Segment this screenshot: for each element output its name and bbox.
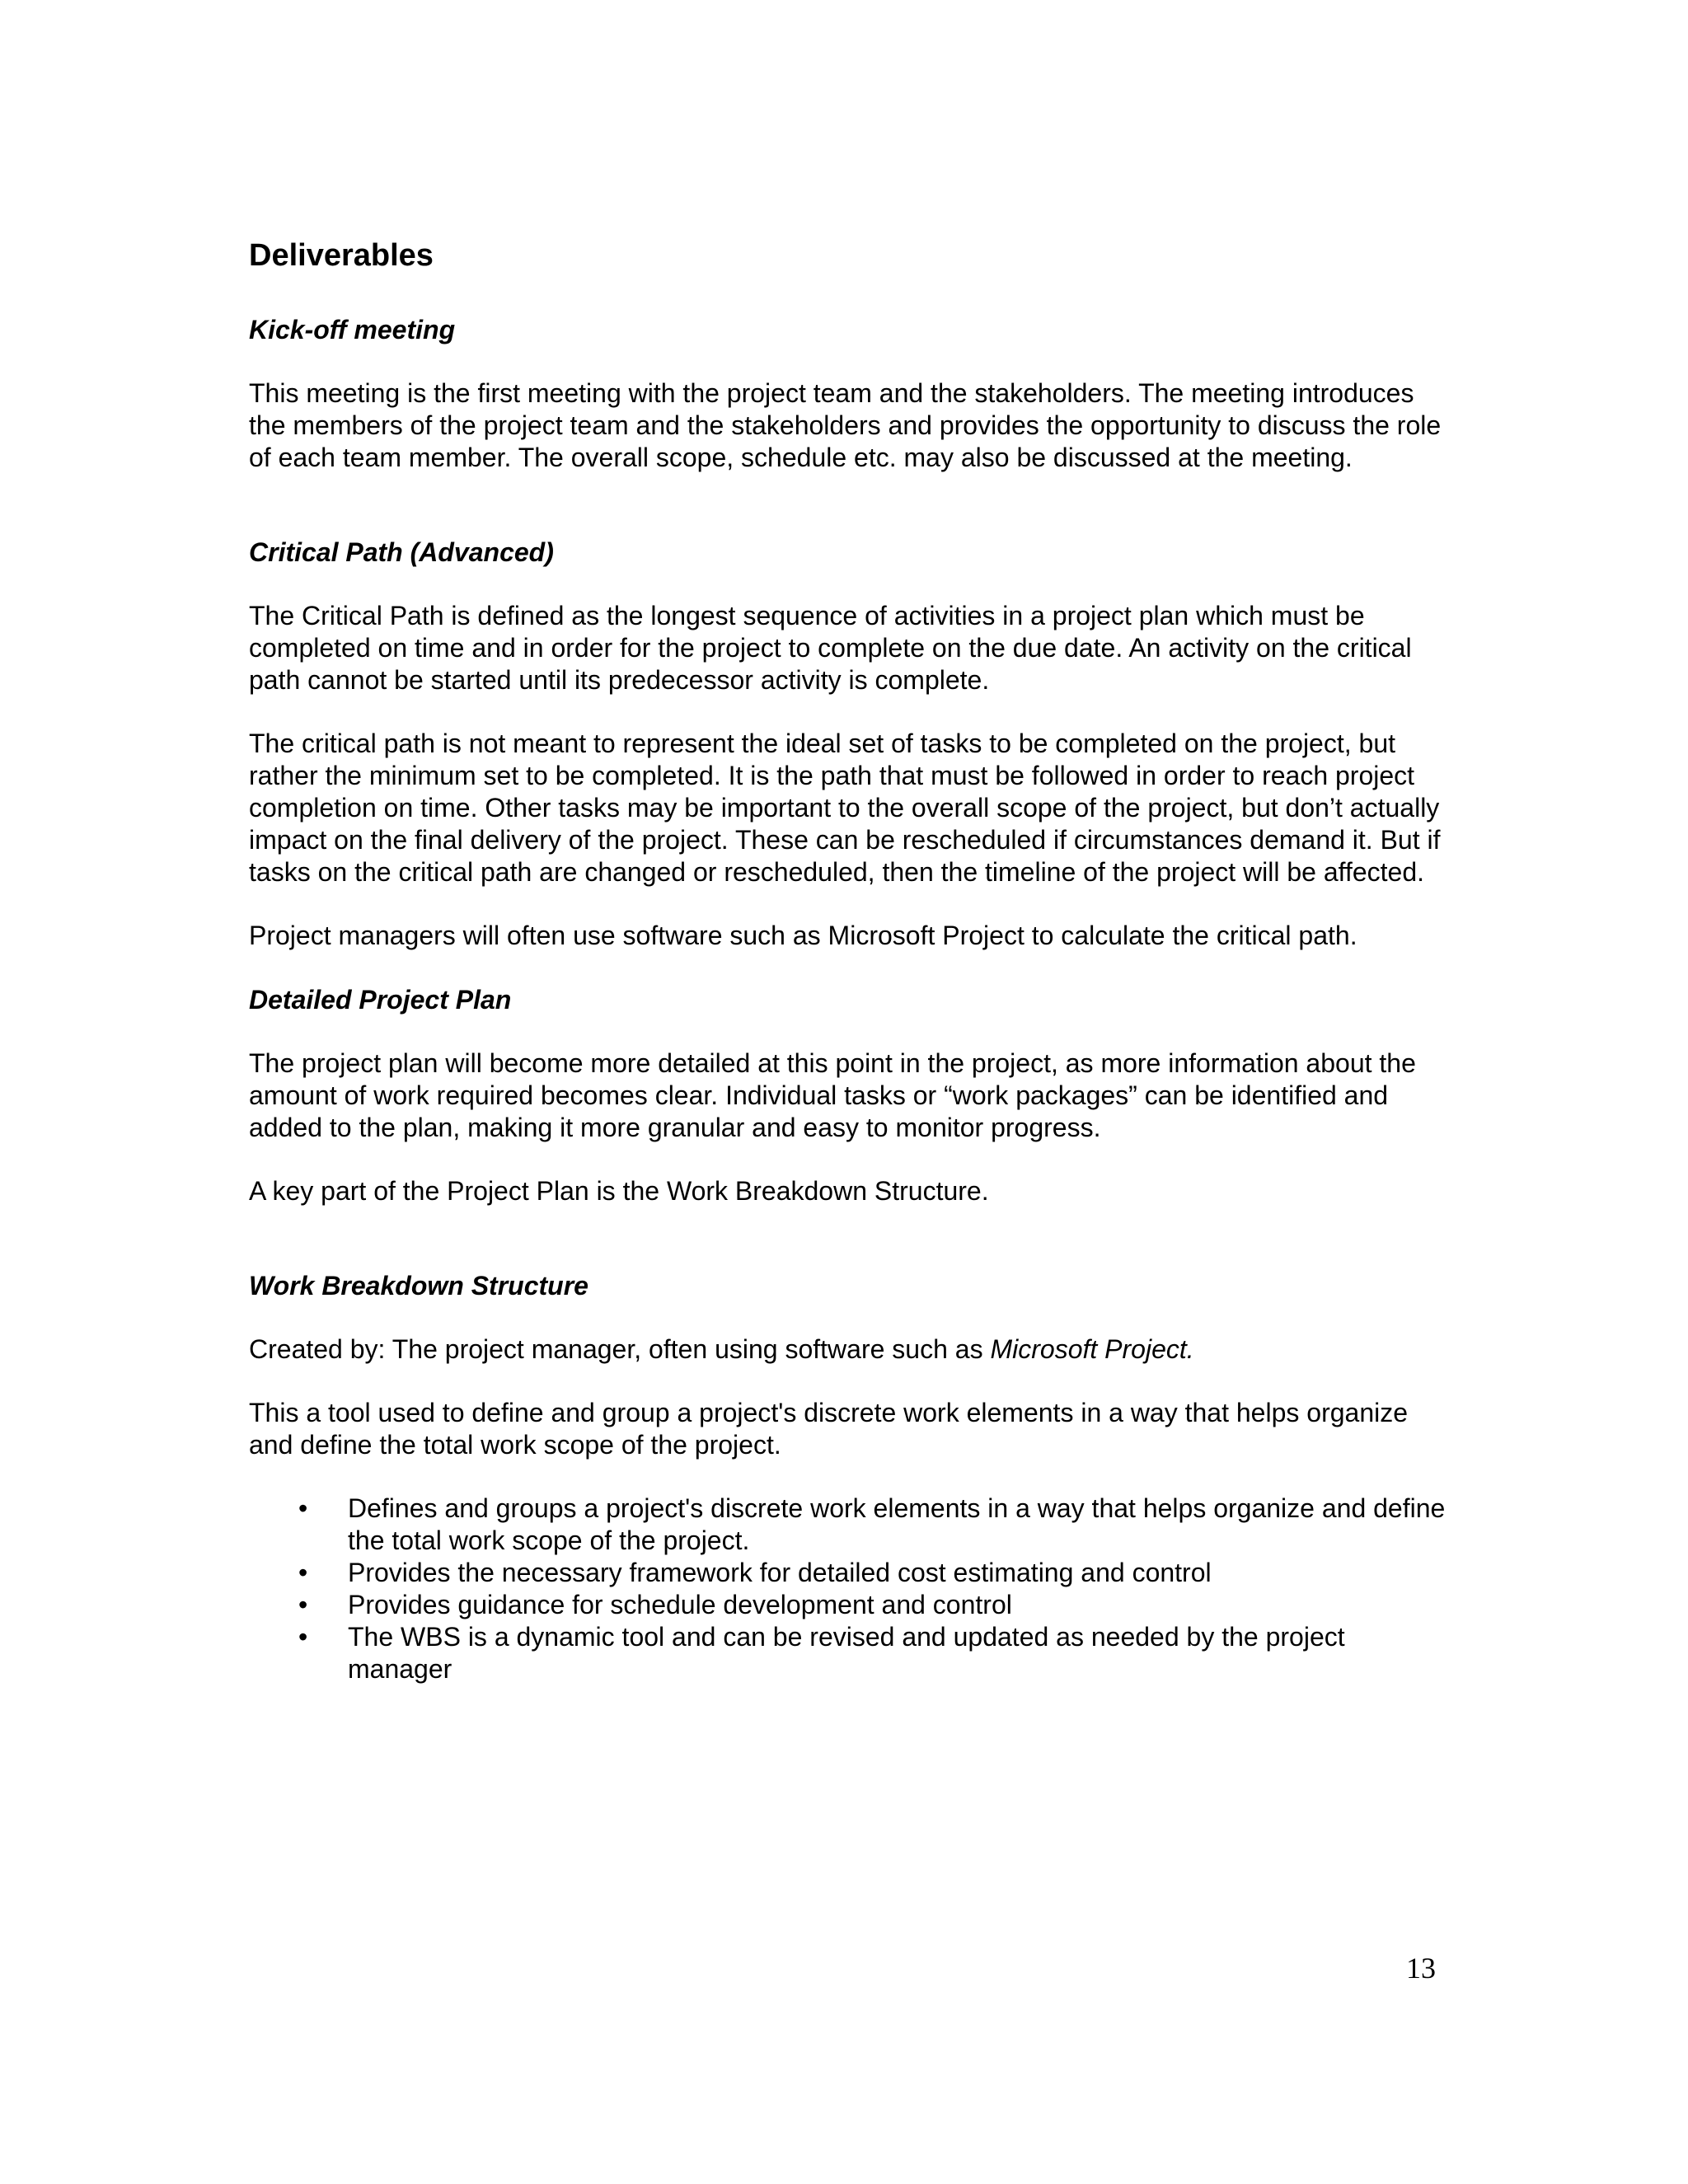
wbs-created-by-text: Created by: The project manager, often using software such as: [249, 1334, 991, 1364]
critical-path-paragraph-3: Project managers will often use software such as Microsoft Project to calculate the critical path.: [249, 921, 1357, 950]
critical-path-paragraph-1: The Critical Path is defined as the longest sequence of activities in a project plan which must be completed on time and in order for the project to complete on the due date. An activity on the critical path cannot be started until its predecessor activity is complete.: [249, 601, 1412, 695]
section-heading-critical-path: Critical Path (Advanced): [249, 537, 554, 567]
wbs-bullet-list: [249, 1493, 1452, 1685]
page-number: 13: [1406, 1952, 1436, 1985]
list-item: [249, 1621, 1452, 1685]
bullet-icon: •: [298, 1493, 308, 1523]
list-item-text: Provides guidance for schedule development and control: [348, 1590, 1012, 1619]
section-heading-kickoff: Kick-off meeting: [249, 315, 456, 344]
list-item-text: The WBS is a dynamic tool and can be revised and updated as needed by the project manager: [348, 1622, 1345, 1684]
detailed-plan-paragraph-2: A key part of the Project Plan is the Work Breakdown Structure.: [249, 1176, 989, 1206]
wbs-created-by-software: Microsoft Project.: [990, 1334, 1194, 1364]
list-item: [249, 1557, 1452, 1589]
critical-path-paragraph-2: The critical path is not meant to represent the ideal set of tasks to be completed on the project, but rather the minimum set to be completed. It is the path that must be followed in order to reach project completion on time. Other tasks may be important to the overall scope of the project, but don’t actually impact on the final delivery of the project. These can be rescheduled if circumstances demand it. But if tasks on the critical path are changed or rescheduled, then the timeline of the project will be affected.: [249, 729, 1441, 887]
list-item: [249, 1589, 1452, 1621]
section-heading-detailed-plan: Detailed Project Plan: [249, 985, 512, 1015]
detailed-plan-paragraph-1: The project plan will become more detailed at this point in the project, as more information about the amount of work required becomes clear. Individual tasks or “work packages” can be identified and added to the plan, making it more granular and easy to monitor progress.: [249, 1048, 1416, 1142]
bullet-icon: •: [298, 1558, 308, 1587]
wbs-paragraph: This a tool used to define and group a project's discrete work elements in a way that helps organize and define the total work scope of the project.: [249, 1398, 1409, 1460]
page-content: [249, 232, 1452, 1685]
list-item-text: Provides the necessary framework for detailed cost estimating and control: [348, 1558, 1212, 1587]
kickoff-paragraph: This meeting is the first meeting with the project team and the stakeholders. The meeting introduces the members of the project team and the stakeholders and provides the opportunity to discuss the role of each team member. The overall scope, schedule etc. may also be discussed at the meeting.: [249, 378, 1442, 472]
list-item-text: Defines and groups a project's discrete work elements in a way that helps organize and define the total work scope of the project.: [348, 1493, 1446, 1555]
page-title: Deliverables: [249, 238, 434, 273]
bullet-icon: •: [298, 1622, 308, 1652]
wbs-created-by: [249, 1333, 1452, 1366]
list-item: [249, 1493, 1452, 1557]
bullet-icon: •: [298, 1590, 308, 1619]
section-heading-wbs: Work Breakdown Structure: [249, 1271, 588, 1301]
